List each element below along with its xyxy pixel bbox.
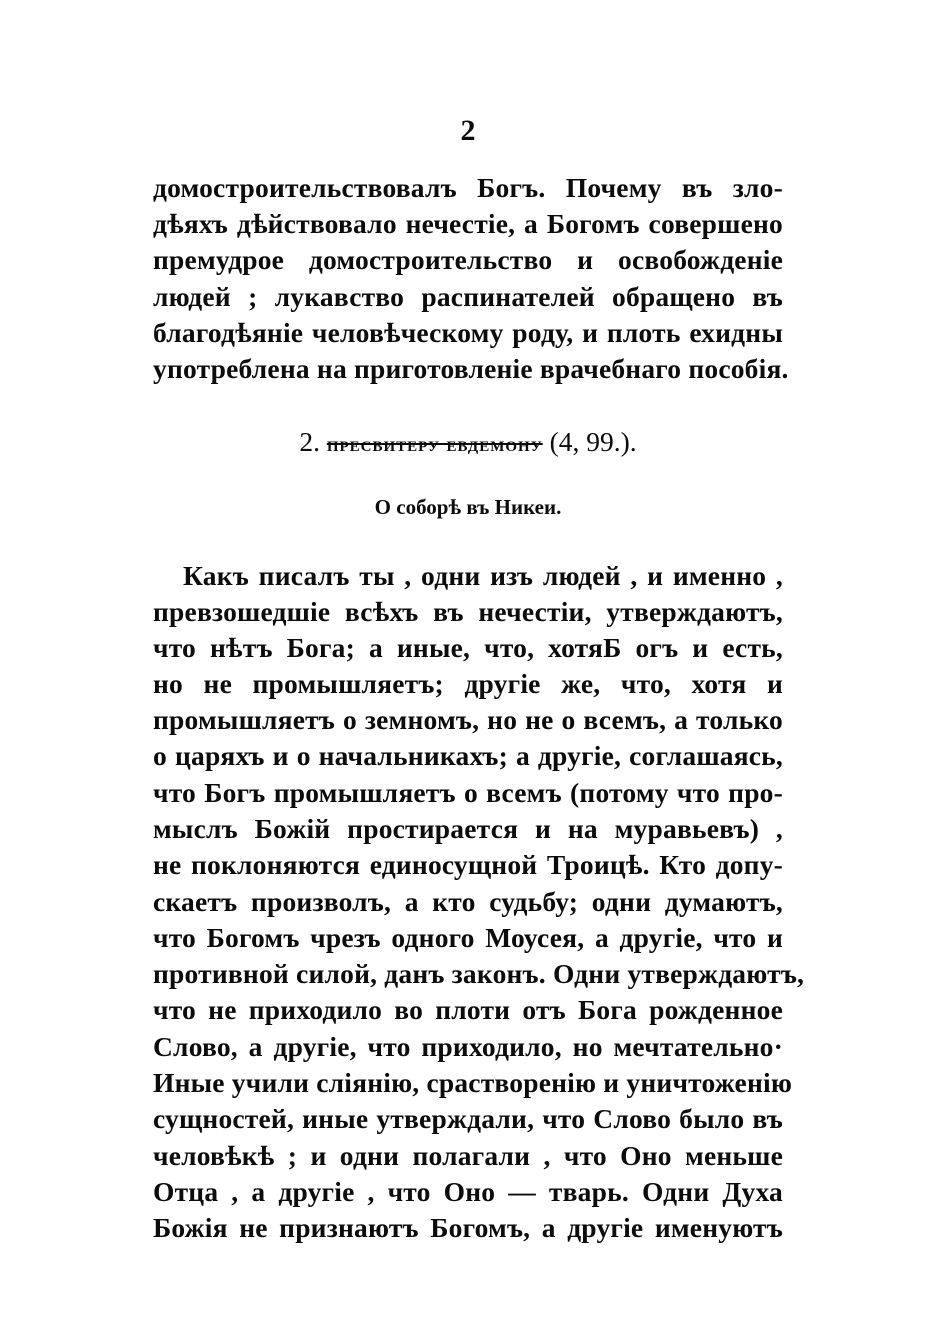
text-line: дѣяхъ дѣйствовало нечестіе, а Богомъ совершено — [153, 208, 783, 239]
text-line: Иные учили сліянію, срастворенію и уничтоженію — [153, 1067, 793, 1098]
text-line: что Богомъ чрезъ одного Моусея, а другіе, что и — [153, 922, 783, 953]
text-line: человѣкѣ ; и одни полагали , что Оно меньше — [153, 1140, 783, 1171]
letter-subheading: О соборѣ въ Никеи. — [374, 495, 562, 519]
text-line: о царяхъ и о начальникахъ; а другіе, соглашаясь, — [153, 740, 783, 771]
text-line: домостроительствовалъ Богъ. Почему въ зло- — [153, 172, 783, 203]
text-line: противной силой, данъ законъ. Одни утверждаютъ, — [153, 958, 805, 989]
text-line: употреблена на приготовленіе врачебнаго пособія. — [153, 353, 789, 384]
text-line: не поклоняются единосущной Троицѣ. Кто допу- — [153, 849, 783, 880]
letter-addressee: пресвитеру евдемону — [326, 431, 543, 456]
text-line: что нѣтъ Бога; а иные, что, хотяБ огъ и есть, — [153, 632, 783, 663]
page-number: 2 — [460, 114, 476, 147]
text-line: но не промышляетъ; другіе же, что, хотя и — [153, 668, 783, 699]
text-line: людей ; лукавство распинателей обращено въ — [153, 281, 783, 312]
text-line: скаетъ произволъ, а кто судьбу; одни думаютъ, — [153, 886, 783, 917]
text-line: благодѣяніе человѣческому роду, и плоть ехидны — [153, 317, 783, 348]
letter-reference: (4, 99.). — [549, 426, 637, 457]
text-line: мыслъ Божій простирается и на муравьевъ) , — [153, 813, 783, 844]
text-line: премудрое домостроительство и освобожденіе — [153, 244, 783, 275]
text-line: сущностей, иные утверждали, что Слово было въ — [153, 1103, 783, 1134]
text-line: Отца , а другіе , что Оно — тварь. Одни Духа — [153, 1176, 783, 1207]
text-line: промышляетъ о земномъ, но не о всемъ, а только — [153, 704, 783, 735]
letter-heading — [0, 424, 936, 462]
text-line: Слово, а другіе, что приходило, но мечтательно· — [153, 1031, 783, 1062]
letter-number: 2. — [299, 426, 320, 457]
text-line: Божія не признаютъ Богомъ, а другіе именуютъ — [153, 1212, 783, 1243]
text-line: что не приходило во плоти отъ Бога рожденное — [153, 994, 783, 1025]
text-line: Какъ писалъ ты , одни изъ людей , и именно , — [183, 560, 783, 591]
text-line: превзошедшіе всѣхъ въ нечестіи, утверждаютъ, — [153, 596, 783, 627]
text-line: что Богъ промышляетъ о всемъ (потому что про- — [153, 777, 783, 808]
